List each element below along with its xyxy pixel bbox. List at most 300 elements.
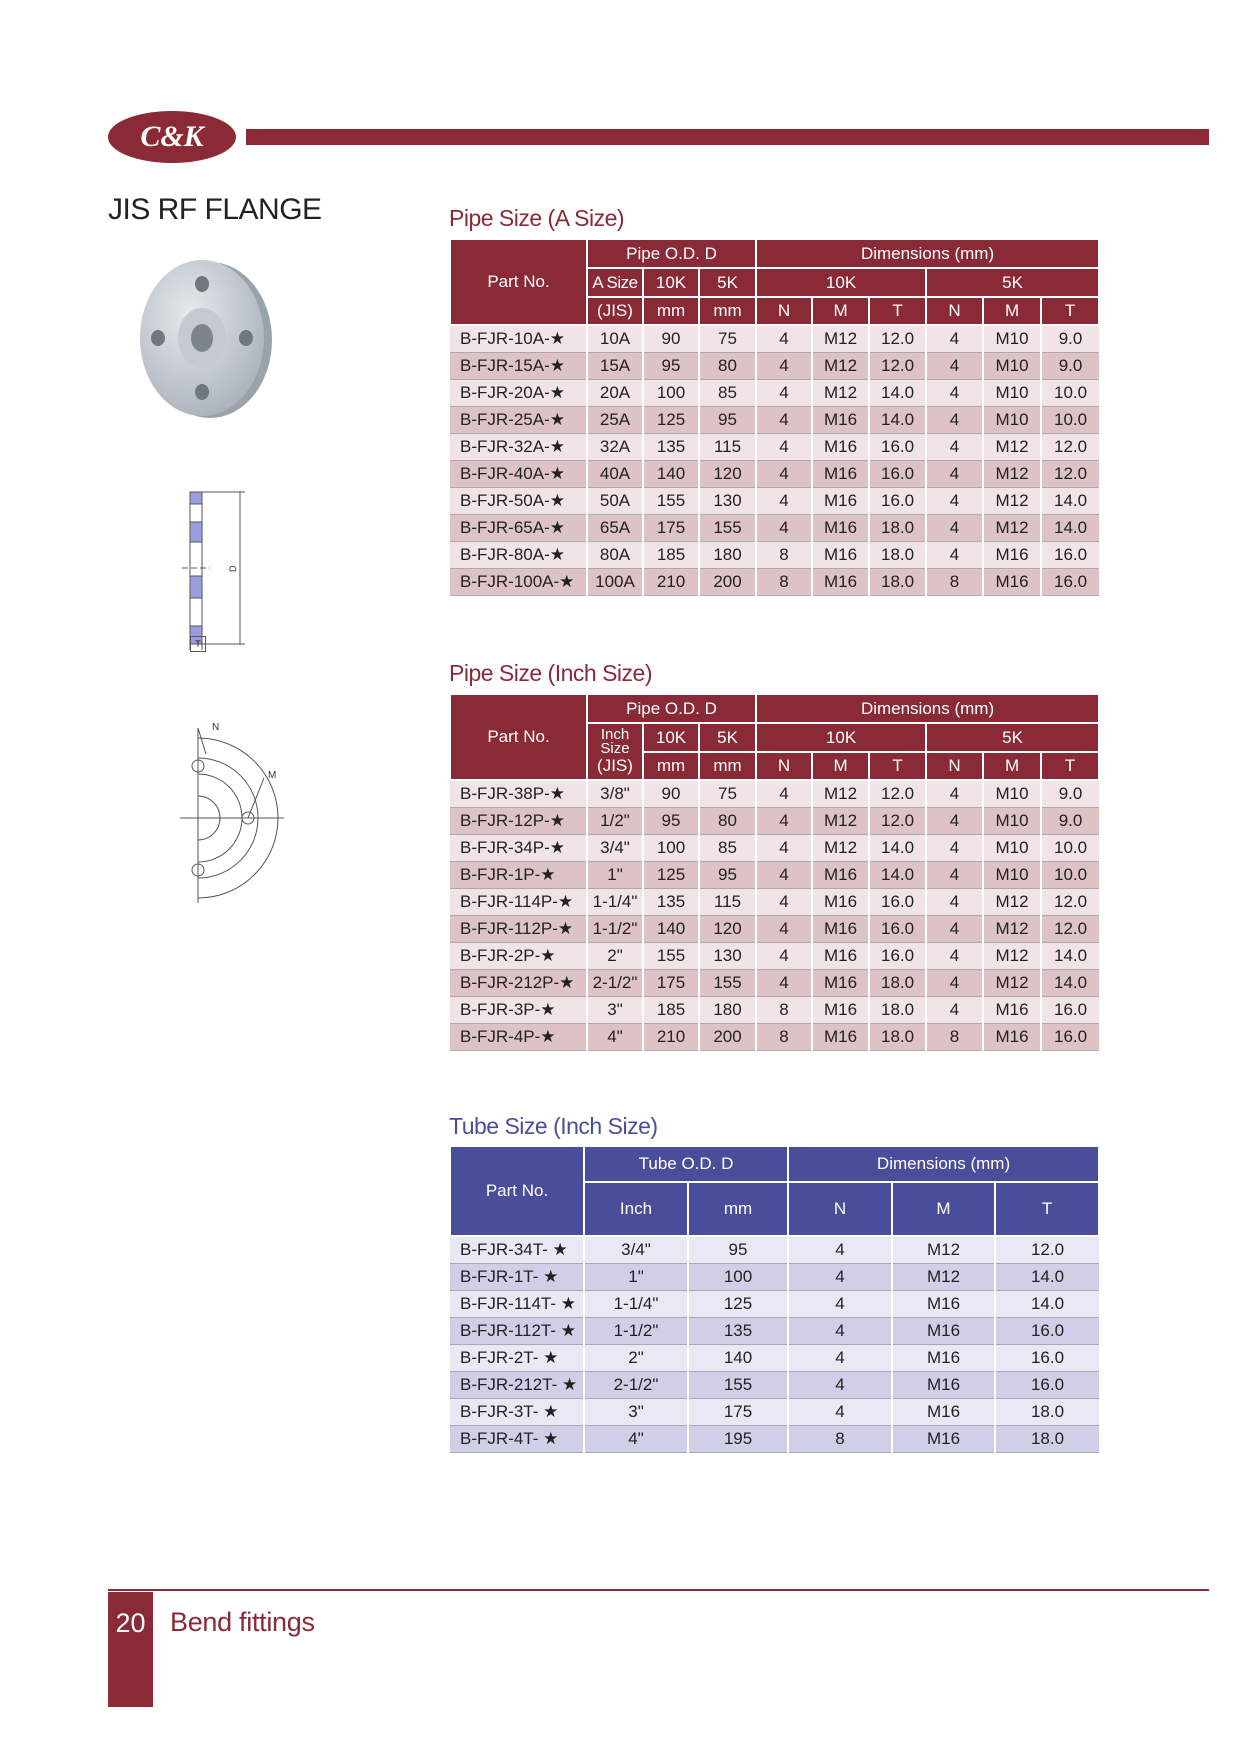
- table-cell: M10: [983, 380, 1041, 407]
- table-cell: M12: [812, 780, 869, 808]
- col-header-n: N: [756, 752, 812, 780]
- table-cell: 4: [756, 862, 812, 889]
- table-cell: 4: [926, 515, 983, 542]
- table-cell: 4: [788, 1372, 892, 1399]
- table-cell: 14.0: [869, 862, 926, 889]
- table-cell: 3": [584, 1399, 688, 1426]
- part-number-cell: B-FJR-3P-★: [450, 997, 587, 1024]
- table-cell: 14.0: [995, 1291, 1099, 1318]
- table-cell: 155: [643, 943, 699, 970]
- table-cell: 4: [756, 488, 812, 515]
- table-cell: 155: [699, 970, 756, 997]
- table-cell: 10.0: [1041, 862, 1099, 889]
- table-cell: M12: [983, 434, 1041, 461]
- table-cell: 4: [788, 1345, 892, 1372]
- part-number-cell: B-FJR-1T- ★: [450, 1264, 584, 1291]
- table-cell: M12: [983, 916, 1041, 943]
- table-cell: 50A: [587, 488, 643, 515]
- col-header-pipe-od: Pipe O.D. D: [587, 239, 756, 268]
- table-cell: 8: [788, 1426, 892, 1453]
- col-header-n: N: [756, 297, 812, 325]
- table-cell: 2": [587, 943, 643, 970]
- table-cell: 4: [788, 1399, 892, 1426]
- table-cell: 1-1/4": [584, 1291, 688, 1318]
- table-cell: 12.0: [1041, 889, 1099, 916]
- col-header-inch: Inch: [584, 1182, 688, 1236]
- part-number-cell: B-FJR-50A-★: [450, 488, 587, 515]
- table-cell: 10.0: [1041, 380, 1099, 407]
- table-cell: M16: [892, 1372, 995, 1399]
- part-number-cell: B-FJR-2T- ★: [450, 1345, 584, 1372]
- table-cell: 18.0: [869, 1024, 926, 1051]
- table-cell: M16: [812, 943, 869, 970]
- table-cell: 95: [643, 353, 699, 380]
- table-cell: 130: [699, 488, 756, 515]
- pipe-inch-size-table: [449, 693, 1100, 1051]
- table-cell: M10: [983, 353, 1041, 380]
- table-cell: 1-1/4": [587, 889, 643, 916]
- col-header-dims-10k: 10K: [756, 723, 926, 752]
- jis-label: (JIS): [597, 755, 633, 775]
- table-cell: M16: [983, 542, 1041, 569]
- flange-product-image: [132, 256, 274, 426]
- col-header-dims-10k: 10K: [756, 268, 926, 297]
- table-cell: 2": [584, 1345, 688, 1372]
- col-header-5k: 5K: [699, 268, 756, 297]
- inch-label: Inch: [600, 725, 630, 743]
- table-cell: 1": [584, 1264, 688, 1291]
- table-cell: M16: [812, 434, 869, 461]
- table-cell: M16: [812, 997, 869, 1024]
- table-cell: 9.0: [1041, 325, 1099, 353]
- table-cell: 18.0: [869, 542, 926, 569]
- part-number-cell: B-FJR-112T- ★: [450, 1318, 584, 1345]
- m-label: M: [268, 770, 277, 781]
- table-row: [450, 943, 1099, 970]
- table-cell: 9.0: [1041, 780, 1099, 808]
- table-cell: 75: [699, 780, 756, 808]
- table-cell: 4: [756, 434, 812, 461]
- table-row: [450, 862, 1099, 889]
- table-cell: 4: [756, 916, 812, 943]
- table-cell: 4: [926, 916, 983, 943]
- table-cell: 12.0: [995, 1236, 1099, 1264]
- col-header-mm: mm: [688, 1182, 788, 1236]
- table-cell: 125: [688, 1291, 788, 1318]
- table-cell: 125: [643, 862, 699, 889]
- table-cell: M12: [812, 325, 869, 353]
- table-cell: 4: [926, 434, 983, 461]
- col-header-m: M: [812, 297, 869, 325]
- table-cell: 14.0: [1041, 515, 1099, 542]
- table-row: [450, 380, 1099, 407]
- table-cell: M16: [983, 1024, 1041, 1051]
- col-header-t: T: [995, 1182, 1099, 1236]
- table-cell: 16.0: [995, 1345, 1099, 1372]
- table-cell: M12: [812, 380, 869, 407]
- table-row: [450, 1372, 1099, 1399]
- page-title: JIS RF FLANGE: [108, 193, 322, 226]
- table-cell: 14.0: [1041, 943, 1099, 970]
- n-label: N: [212, 722, 220, 733]
- table-cell: M12: [812, 808, 869, 835]
- table-cell: 175: [688, 1399, 788, 1426]
- table-cell: 100: [643, 380, 699, 407]
- table-row: [450, 1264, 1099, 1291]
- table-cell: 4: [926, 943, 983, 970]
- table-cell: M16: [892, 1399, 995, 1426]
- part-number-cell: B-FJR-12P-★: [450, 808, 587, 835]
- table-row: [450, 542, 1099, 569]
- flange-side-view-drawing: [180, 488, 260, 652]
- table-cell: 130: [699, 943, 756, 970]
- table-cell: 4: [756, 461, 812, 488]
- table-cell: 180: [699, 997, 756, 1024]
- col-header-m: M: [983, 297, 1041, 325]
- table-cell: 12.0: [869, 808, 926, 835]
- col-header-t: T: [1041, 752, 1099, 780]
- part-number-cell: B-FJR-38P-★: [450, 780, 587, 808]
- table-cell: 4: [926, 542, 983, 569]
- page-number: 20: [108, 1592, 153, 1707]
- table-cell: 185: [643, 542, 699, 569]
- table-cell: 4: [756, 835, 812, 862]
- section-name: Bend fittings: [170, 1607, 315, 1637]
- table-cell: M12: [892, 1264, 995, 1291]
- col-header-part-no: Part No.: [450, 239, 587, 325]
- table-row: [450, 889, 1099, 916]
- table-cell: 85: [699, 835, 756, 862]
- table-cell: 200: [699, 569, 756, 596]
- table-cell: 180: [699, 542, 756, 569]
- part-number-cell: B-FJR-34T- ★: [450, 1236, 584, 1264]
- table-cell: 2-1/2": [587, 970, 643, 997]
- part-number-cell: B-FJR-212P-★: [450, 970, 587, 997]
- table-row: [450, 780, 1099, 808]
- col-header-m: M: [812, 752, 869, 780]
- table-row: [450, 970, 1099, 997]
- table-cell: 90: [643, 325, 699, 353]
- table-cell: 10.0: [1041, 407, 1099, 434]
- table-row: [450, 353, 1099, 380]
- table-cell: M16: [812, 488, 869, 515]
- table-cell: 16.0: [1041, 997, 1099, 1024]
- part-number-cell: B-FJR-32A-★: [450, 434, 587, 461]
- table-cell: 1-1/2": [587, 916, 643, 943]
- part-number-cell: B-FJR-25A-★: [450, 407, 587, 434]
- part-number-cell: B-FJR-80A-★: [450, 542, 587, 569]
- table-cell: 18.0: [869, 515, 926, 542]
- table-cell: 16.0: [869, 943, 926, 970]
- table-cell: 80: [699, 808, 756, 835]
- table-cell: 4: [788, 1318, 892, 1345]
- table-cell: 16.0: [995, 1372, 1099, 1399]
- part-number-cell: B-FJR-20A-★: [450, 380, 587, 407]
- table-cell: 1": [587, 862, 643, 889]
- part-number-cell: B-FJR-4P-★: [450, 1024, 587, 1051]
- table-cell: 32A: [587, 434, 643, 461]
- table-cell: 16.0: [869, 461, 926, 488]
- table-cell: 4: [926, 889, 983, 916]
- table-cell: 16.0: [869, 916, 926, 943]
- table-cell: 3": [587, 997, 643, 1024]
- table-cell: 125: [643, 407, 699, 434]
- dimension-d-label: D: [228, 565, 238, 572]
- table-cell: 4: [756, 889, 812, 916]
- table-cell: 12.0: [869, 325, 926, 353]
- table-cell: 4: [756, 515, 812, 542]
- table-cell: M10: [983, 862, 1041, 889]
- col-header-mm: mm: [699, 752, 756, 780]
- part-number-cell: B-FJR-34P-★: [450, 835, 587, 862]
- table-row: [450, 1291, 1099, 1318]
- table-cell: 18.0: [869, 569, 926, 596]
- col-header-n: N: [926, 297, 983, 325]
- table-cell: 25A: [587, 407, 643, 434]
- table-cell: M16: [812, 569, 869, 596]
- table-cell: 18.0: [869, 970, 926, 997]
- part-number-cell: B-FJR-65A-★: [450, 515, 587, 542]
- table-cell: 100: [643, 835, 699, 862]
- table-cell: 16.0: [869, 488, 926, 515]
- table-row: [450, 325, 1099, 353]
- col-header-part-no: Part No.: [450, 1146, 584, 1236]
- table-cell: 15A: [587, 353, 643, 380]
- table-cell: 4: [926, 780, 983, 808]
- col-header-t: T: [869, 297, 926, 325]
- table-row: [450, 1399, 1099, 1426]
- table-cell: M12: [983, 488, 1041, 515]
- size-label: Size: [600, 739, 630, 757]
- col-header-n: N: [926, 752, 983, 780]
- table-cell: 95: [699, 862, 756, 889]
- table-cell: 12.0: [1041, 916, 1099, 943]
- table-row: [450, 1236, 1099, 1264]
- col-header-dims-5k: 5K: [926, 723, 1099, 752]
- table-cell: M16: [812, 515, 869, 542]
- table-cell: 3/4": [584, 1236, 688, 1264]
- table-cell: 4: [756, 380, 812, 407]
- col-header-t: T: [869, 752, 926, 780]
- col-header-mm: mm: [643, 297, 699, 325]
- table-cell: M16: [892, 1426, 995, 1453]
- table-cell: 3/4": [587, 835, 643, 862]
- table-cell: M12: [983, 889, 1041, 916]
- table-cell: M12: [812, 835, 869, 862]
- table-cell: 65A: [587, 515, 643, 542]
- pipe-a-size-table: [449, 238, 1100, 596]
- table-cell: 18.0: [869, 997, 926, 1024]
- table-cell: M10: [983, 407, 1041, 434]
- table-cell: 210: [643, 569, 699, 596]
- col-header-dimensions: Dimensions (mm): [788, 1146, 1099, 1182]
- table-cell: 155: [688, 1372, 788, 1399]
- table-cell: 140: [688, 1345, 788, 1372]
- table-row: [450, 997, 1099, 1024]
- col-header-dims-5k: 5K: [926, 268, 1099, 297]
- table-cell: M12: [812, 353, 869, 380]
- part-number-cell: B-FJR-114T- ★: [450, 1291, 584, 1318]
- table-cell: 8: [756, 569, 812, 596]
- table-row: [450, 407, 1099, 434]
- table-cell: 200: [699, 1024, 756, 1051]
- table-cell: 18.0: [995, 1399, 1099, 1426]
- pipe-a-size-title: Pipe Size (A Size): [449, 205, 625, 231]
- col-header-m: M: [983, 752, 1041, 780]
- part-number-cell: B-FJR-112P-★: [450, 916, 587, 943]
- table-row: [450, 1345, 1099, 1372]
- table-cell: 135: [688, 1318, 788, 1345]
- table-cell: 16.0: [1041, 1024, 1099, 1051]
- table-cell: 115: [699, 434, 756, 461]
- pipe-inch-size-title: Pipe Size (Inch Size): [449, 660, 652, 686]
- table-cell: 4: [926, 808, 983, 835]
- table-cell: 16.0: [995, 1318, 1099, 1345]
- table-cell: 9.0: [1041, 353, 1099, 380]
- table-cell: 90: [643, 780, 699, 808]
- col-header-dimensions: Dimensions (mm): [756, 694, 1099, 723]
- table-cell: M16: [812, 916, 869, 943]
- table-cell: 4: [926, 488, 983, 515]
- part-number-cell: B-FJR-114P-★: [450, 889, 587, 916]
- table-row: [450, 461, 1099, 488]
- table-cell: 16.0: [869, 889, 926, 916]
- col-header-mm: mm: [643, 752, 699, 780]
- table-cell: M16: [892, 1318, 995, 1345]
- table-row: [450, 1024, 1099, 1051]
- table-cell: M10: [983, 808, 1041, 835]
- table-row: [450, 1426, 1099, 1453]
- table-row: [450, 434, 1099, 461]
- table-cell: M12: [892, 1236, 995, 1264]
- table-row: [450, 515, 1099, 542]
- table-cell: 4: [788, 1291, 892, 1318]
- part-number-cell: B-FJR-212T- ★: [450, 1372, 584, 1399]
- table-cell: 4: [756, 808, 812, 835]
- col-header-10k: 10K: [643, 723, 699, 752]
- table-cell: M16: [812, 889, 869, 916]
- table-cell: 4: [788, 1264, 892, 1291]
- table-cell: 8: [756, 1024, 812, 1051]
- table-cell: 155: [699, 515, 756, 542]
- tube-inch-size-table: [449, 1145, 1100, 1453]
- table-cell: 4: [756, 325, 812, 353]
- table-cell: M12: [983, 943, 1041, 970]
- table-cell: 14.0: [995, 1264, 1099, 1291]
- table-cell: M16: [812, 970, 869, 997]
- footer-rule: [108, 1589, 1209, 1591]
- table-cell: 140: [643, 916, 699, 943]
- tube-inch-size-title: Tube Size (Inch Size): [449, 1113, 658, 1139]
- col-header-part-no: Part No.: [450, 694, 587, 780]
- col-header-t: T: [1041, 297, 1099, 325]
- table-cell: 4": [587, 1024, 643, 1051]
- table-cell: 14.0: [869, 380, 926, 407]
- dimension-t-label: T: [190, 636, 206, 652]
- part-number-cell: B-FJR-100A-★: [450, 569, 587, 596]
- table-cell: 4: [756, 970, 812, 997]
- table-cell: 8: [756, 997, 812, 1024]
- table-cell: 14.0: [1041, 970, 1099, 997]
- col-header-5k: 5K: [699, 723, 756, 752]
- table-cell: 20A: [587, 380, 643, 407]
- col-header-10k: 10K: [643, 268, 699, 297]
- table-cell: 16.0: [1041, 542, 1099, 569]
- table-cell: 100: [688, 1264, 788, 1291]
- brand-logo: C&K: [108, 111, 236, 163]
- table-cell: 14.0: [869, 407, 926, 434]
- table-cell: 120: [699, 461, 756, 488]
- table-row: [450, 1318, 1099, 1345]
- table-cell: 10A: [587, 325, 643, 353]
- table-cell: M16: [812, 1024, 869, 1051]
- table-cell: 12.0: [869, 353, 926, 380]
- table-cell: 2-1/2": [584, 1372, 688, 1399]
- col-header-dimensions: Dimensions (mm): [756, 239, 1099, 268]
- table-cell: M16: [983, 997, 1041, 1024]
- table-cell: M12: [983, 515, 1041, 542]
- part-number-cell: B-FJR-15A-★: [450, 353, 587, 380]
- table-cell: 16.0: [869, 434, 926, 461]
- table-row: [450, 916, 1099, 943]
- table-cell: M10: [983, 835, 1041, 862]
- table-cell: 4": [584, 1426, 688, 1453]
- part-number-cell: B-FJR-40A-★: [450, 461, 587, 488]
- table-cell: 4: [756, 407, 812, 434]
- table-cell: M16: [812, 461, 869, 488]
- table-cell: 175: [643, 970, 699, 997]
- table-cell: 8: [756, 542, 812, 569]
- col-header-m: M: [892, 1182, 995, 1236]
- table-cell: M16: [892, 1291, 995, 1318]
- table-row: [450, 488, 1099, 515]
- table-cell: M16: [812, 542, 869, 569]
- col-header-inch-size: [587, 723, 643, 780]
- table-cell: 4: [756, 353, 812, 380]
- col-header-a-size: A Size: [587, 268, 643, 297]
- table-cell: 185: [643, 997, 699, 1024]
- table-cell: 1-1/2": [584, 1318, 688, 1345]
- table-cell: 4: [926, 461, 983, 488]
- table-cell: 18.0: [995, 1426, 1099, 1453]
- table-cell: 175: [643, 515, 699, 542]
- table-row: [450, 808, 1099, 835]
- col-header-pipe-od: Pipe O.D. D: [587, 694, 756, 723]
- col-header-n: N: [788, 1182, 892, 1236]
- table-cell: 10.0: [1041, 835, 1099, 862]
- table-cell: 4: [926, 353, 983, 380]
- part-number-cell: B-FJR-10A-★: [450, 325, 587, 353]
- table-cell: M12: [983, 970, 1041, 997]
- table-cell: 95: [688, 1236, 788, 1264]
- table-cell: M16: [983, 569, 1041, 596]
- table-cell: 135: [643, 434, 699, 461]
- table-cell: 210: [643, 1024, 699, 1051]
- table-cell: 195: [688, 1426, 788, 1453]
- table-cell: 4: [926, 862, 983, 889]
- table-cell: 85: [699, 380, 756, 407]
- table-cell: M10: [983, 780, 1041, 808]
- table-cell: 4: [926, 407, 983, 434]
- table-cell: 80: [699, 353, 756, 380]
- table-cell: 4: [926, 325, 983, 353]
- table-cell: M16: [892, 1345, 995, 1372]
- table-cell: M10: [983, 325, 1041, 353]
- table-cell: 135: [643, 889, 699, 916]
- table-cell: 140: [643, 461, 699, 488]
- table-cell: 4: [788, 1236, 892, 1264]
- col-header-mm: mm: [699, 297, 756, 325]
